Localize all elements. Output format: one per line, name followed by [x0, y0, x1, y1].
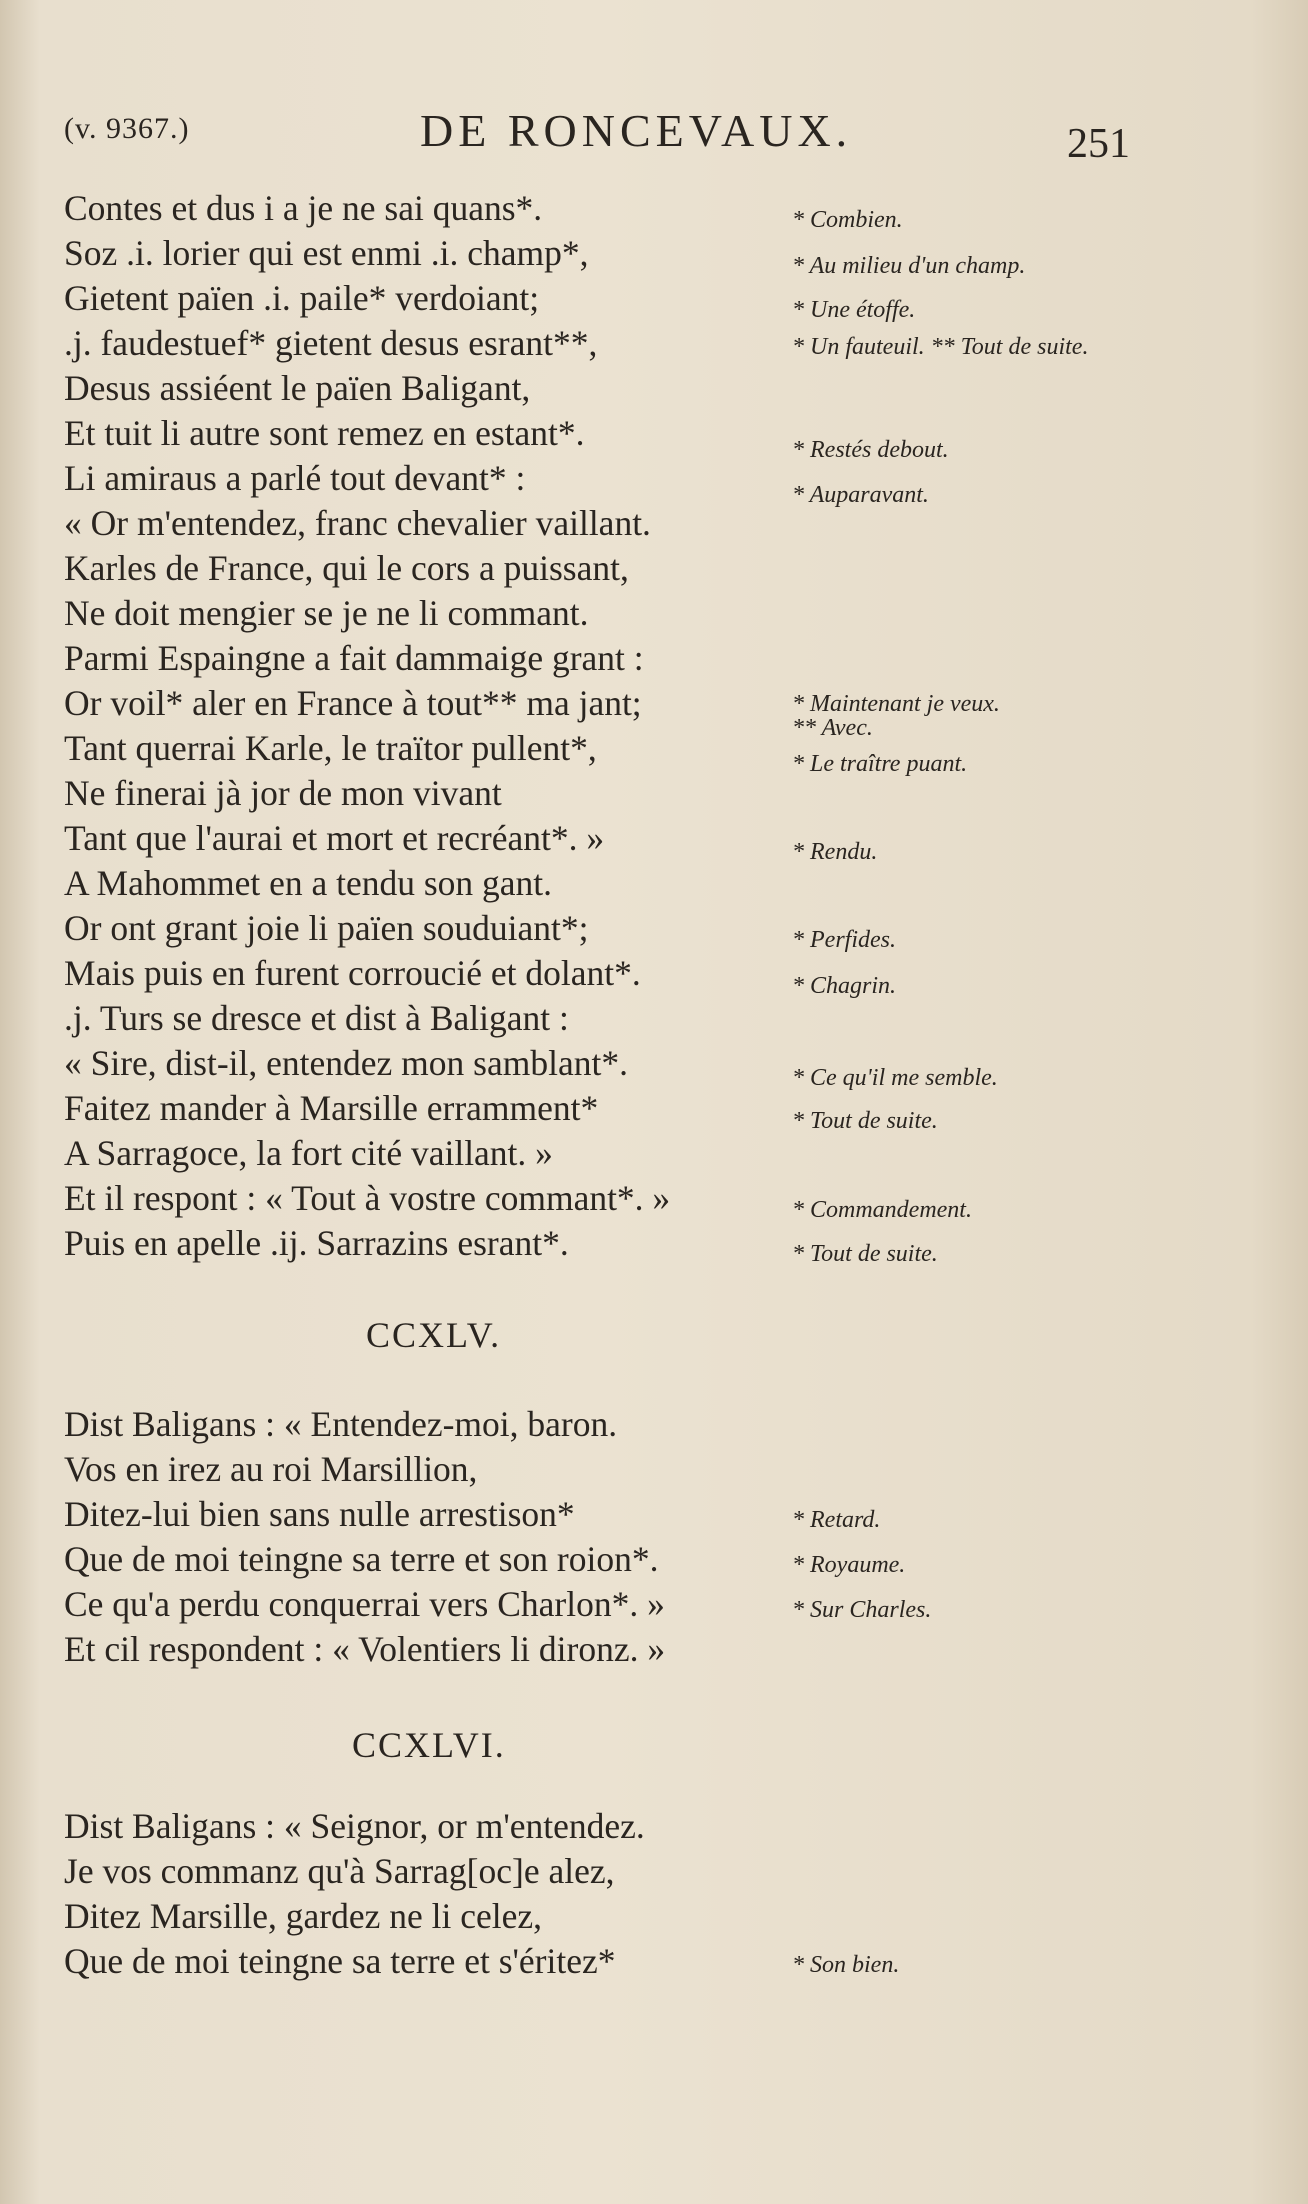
verse-line: « Or m'entendez, franc chevalier vaillant.: [64, 503, 651, 543]
gloss-note: ** Avec.: [792, 715, 873, 741]
verse-line: .j. Turs se dresce et dist à Baligant :: [64, 998, 569, 1038]
verse-line: Gietent païen .i. paile* verdoiant;: [64, 278, 540, 318]
gloss-note: * Combien.: [792, 207, 903, 233]
gloss-note: * Maintenant je veux.: [792, 691, 1000, 717]
verse-line: Tant querrai Karle, le traïtor pullent*,: [64, 728, 597, 768]
verse-line: Dist Baligans : « Entendez-moi, baron.: [64, 1404, 618, 1444]
gloss-note: * Rendu.: [792, 839, 878, 865]
verse-line: Li amiraus a parlé tout devant* :: [64, 458, 526, 498]
verse-line: Et tuit li autre sont remez en estant*.: [64, 413, 585, 453]
verse-line: .j. faudestuef* gietent desus esrant**,: [64, 323, 598, 363]
gloss-note: * Royaume.: [792, 1552, 906, 1578]
gloss-note: * Chagrin.: [792, 973, 897, 999]
gloss-note: * Auparavant.: [792, 482, 929, 508]
running-title: DE RONCEVAUX.: [420, 105, 853, 156]
verse-line: A Mahommet en a tendu son gant.: [64, 863, 553, 903]
verse-line: Soz .i. lorier qui est enmi .i. champ*,: [64, 233, 589, 273]
gloss-note: * Au milieu d'un champ.: [792, 253, 1026, 279]
verse-line: Ce qu'a perdu conquerrai vers Charlon*. »: [64, 1584, 665, 1624]
gloss-note: * Tout de suite.: [792, 1108, 938, 1134]
gloss-note: * Restés debout.: [792, 437, 949, 463]
verse-line: Que de moi teingne sa terre et s'éritez*: [64, 1941, 616, 1981]
gloss-note: * Son bien.: [792, 1952, 900, 1978]
verse-line: Ditez Marsille, gardez ne li celez,: [64, 1896, 543, 1936]
verse-line: Desus assiéent le païen Baligant,: [64, 368, 531, 408]
verse-line: Karles de France, qui le cors a puissant,: [64, 548, 629, 588]
gloss-note: * Commandement.: [792, 1197, 972, 1223]
gloss-note: * Une étoffe.: [792, 297, 916, 323]
section-heading: CCXLV.: [366, 1315, 502, 1355]
gloss-note: * Sur Charles.: [792, 1597, 932, 1623]
gloss-note: * Perfides.: [792, 927, 896, 953]
verse-line: Faitez mander à Marsille erramment*: [64, 1088, 599, 1128]
verse-line: Or ont grant joie li païen souduiant*;: [64, 908, 589, 948]
verse-line: Ne doit mengier se je ne li commant.: [64, 593, 589, 633]
section-heading: CCXLVI.: [352, 1725, 506, 1765]
verse-line: Je vos commanz qu'à Sarrag[oc]e alez,: [64, 1851, 615, 1891]
verse-line: Vos en irez au roi Marsillion,: [64, 1449, 478, 1489]
verse-line: Ditez-lui bien sans nulle arrestison*: [64, 1494, 575, 1534]
verse-line: Que de moi teingne sa terre et son roion*.: [64, 1539, 659, 1579]
verse-line: Mais puis en furent corroucié et dolant*.: [64, 953, 641, 993]
verse-line: Et il respont : « Tout à vostre commant*. »: [64, 1178, 671, 1218]
verse-reference: (v. 9367.): [64, 112, 190, 145]
verse-line: « Sire, dist-il, entendez mon samblant*.: [64, 1043, 628, 1083]
verse-line: Ne finerai jà jor de mon vivant: [64, 773, 502, 813]
gloss-note: * Ce qu'il me semble.: [792, 1065, 998, 1091]
verse-line: Dist Baligans : « Seignor, or m'entendez.: [64, 1806, 645, 1846]
verse-line: A Sarragoce, la fort cité vaillant. »: [64, 1133, 553, 1173]
gloss-note: * Le traître puant.: [792, 751, 968, 777]
gloss-note: * Tout de suite.: [792, 1241, 938, 1267]
gloss-note: * Un fauteuil. ** Tout de suite.: [792, 334, 1089, 360]
verse-line: Tant que l'aurai et mort et recréant*. »: [64, 818, 605, 858]
verse-line: Et cil respondent : « Volentiers li dironz. »: [64, 1629, 666, 1669]
page-number: 251: [1067, 121, 1130, 167]
verse-line: Or voil* aler en France à tout** ma jant;: [64, 683, 642, 723]
gloss-note: * Retard.: [792, 1507, 881, 1533]
verse-line: Contes et dus i a je ne sai quans*.: [64, 188, 543, 228]
verse-line: Puis en apelle .ij. Sarrazins esrant*.: [64, 1223, 569, 1263]
verse-line: Parmi Espaingne a fait dammaige grant :: [64, 638, 644, 678]
